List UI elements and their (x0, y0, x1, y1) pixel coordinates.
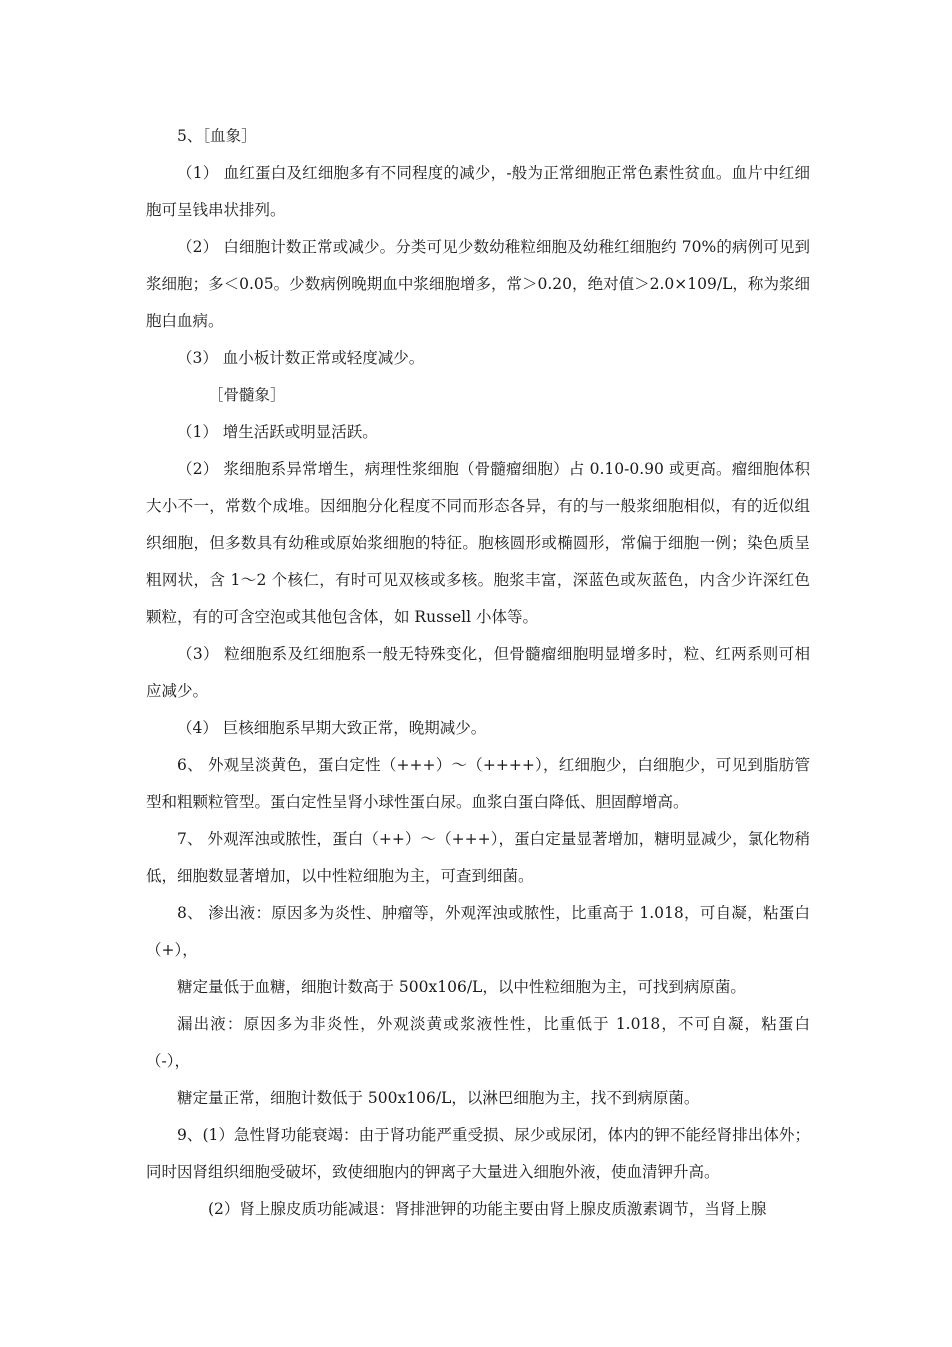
paragraph-exudate-detail: 糖定量低于血糖，细胞计数高于 500x106/L，以中性粒细胞为主，可找到病原菌。 (177, 978, 746, 996)
paragraph-item-9-1: 9、(1）急性肾功能衰竭：由于肾功能严重受损、尿少或尿闭，体内的钾不能经肾排出体外；同时因肾组织细胞受破坏，致使细胞内的钾离子大量进入细胞外液，使血清钾升高。 (146, 1126, 810, 1181)
paragraph-blood-heading: 5、［血象］ (177, 127, 257, 145)
paragraph-marrow-1: （1） 增生活跃或明显活跃。 (177, 423, 378, 441)
paragraph-blood-2: （2） 白细胞计数正常或减少。分类可见少数幼稚粒细胞及幼稚红细胞约 70%的病例可见到浆细胞；多＜0.05。少数病例晚期血中浆细胞增多，常＞0.20，绝对值＞2.0×109/L，称为浆细胞白血病。 (146, 238, 810, 330)
paragraph-marrow-heading: ［骨髓象］ (208, 386, 286, 404)
paragraph-item-6: 6、 外观呈淡黄色，蛋白定性（+++）～（++++），红细胞少，白细胞少，可见到脂肪管型和粗颗粒管型。蛋白定性呈肾小球性蛋白尿。血浆白蛋白降低、胆固醇增高。 (146, 756, 810, 811)
paragraph-blood-1: （1） 血红蛋白及红细胞多有不同程度的减少，-般为正常细胞正常色素性贫血。血片中红细胞可呈钱串状排列。 (146, 164, 810, 219)
paragraph-item-9-2: (2）肾上腺皮质功能减退：肾排泄钾的功能主要由肾上腺皮质激素调节，当肾上腺 (208, 1200, 767, 1218)
document-body (146, 118, 810, 1228)
paragraph-item-8-exudate: 8、 渗出液：原因多为炎性、肿瘤等，外观浑浊或脓性，比重高于 1.018，可自凝，粘蛋白（+）， (146, 904, 810, 959)
paragraph-item-7: 7、 外观浑浊或脓性，蛋白（++）～（+++），蛋白定量显著增加，糖明显减少，氯化物稍低，细胞数显著增加，以中性粒细胞为主，可查到细菌。 (146, 830, 810, 885)
paragraph-marrow-4: （4） 巨核细胞系早期大致正常，晚期减少。 (177, 719, 487, 737)
paragraph-marrow-2: （2） 浆细胞系异常增生，病理性浆细胞（骨髓瘤细胞）占 0.10-0.90 或更高。瘤细胞体积大小不一，常数个成堆。因细胞分化程度不同而形态各异，有的与一般浆细胞相似，有的近似组织细胞，但多数具有幼稚或原始浆细胞的特征。胞核圆形或椭圆形，常偏于细胞一例；染色质呈粗网状，含 1～2 个核仁，有时可见双核或多核。胞浆丰富，深蓝色或灰蓝色，内含少许深红色颗粒，有的可含空泡或其他包含体，如 Russell 小体等。 (146, 460, 810, 626)
paragraph-blood-3: （3） 血小板计数正常或轻度减少。 (177, 349, 425, 367)
paragraph-marrow-3: （3） 粒细胞系及红细胞系一般无特殊变化，但骨髓瘤细胞明显增多时，粒、红两系则可相应减少。 (146, 645, 810, 700)
paragraph-transudate: 漏出液：原因多为非炎性，外观淡黄或浆液性性，比重低于 1.018，不可自凝，粘蛋白（-）， (146, 1015, 810, 1070)
paragraph-transudate-detail: 糖定量正常，细胞计数低于 500x106/L，以淋巴细胞为主，找不到病原菌。 (177, 1089, 700, 1107)
